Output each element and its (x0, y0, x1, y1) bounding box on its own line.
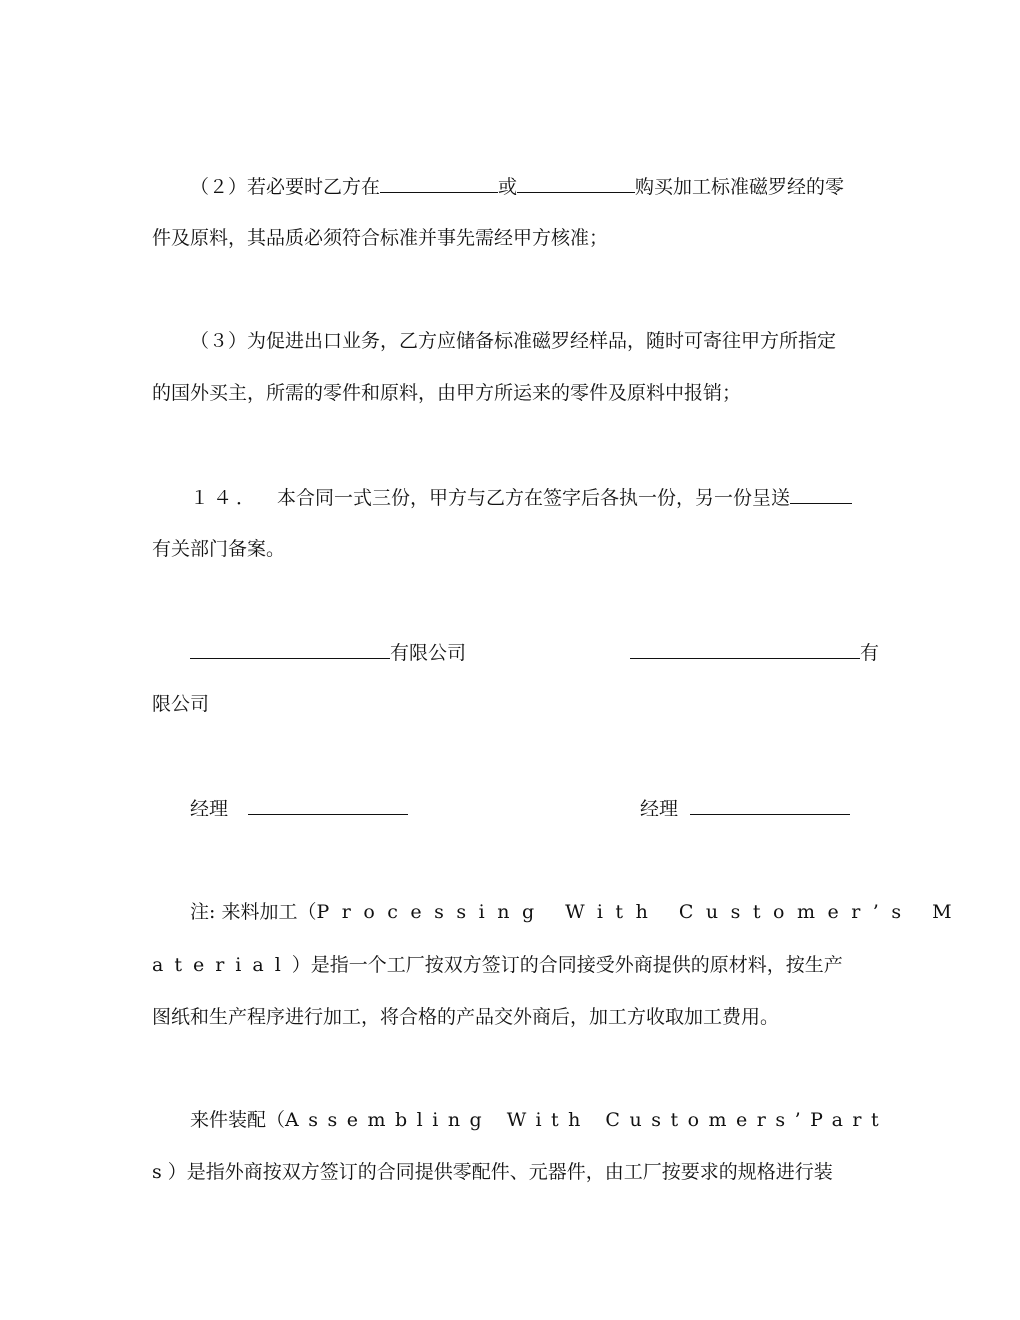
manager-left-label: 经理 (190, 798, 229, 820)
blank-department (790, 485, 852, 504)
note1-english-b: aterial (152, 954, 292, 976)
note2-english-a: Assembling With Customers’Part (285, 1109, 889, 1131)
manager-right-label: 经理 (640, 798, 679, 820)
manager-right (640, 796, 850, 821)
clause3-line2 (152, 381, 741, 405)
clause14-number: １４． (190, 487, 260, 509)
clause2-text-b: 或 (498, 176, 518, 198)
note1-text-line3: 图纸和生产程序进行加工，将合格的产品交外商后，加工方收取加工费用。 (152, 1006, 780, 1028)
note1-line3 (152, 1005, 779, 1029)
company-right (630, 640, 879, 665)
blank-manager-right (690, 796, 850, 815)
note2-line2 (152, 1160, 833, 1184)
clause2-line1 (190, 174, 844, 199)
clause14-line2 (152, 537, 285, 561)
clause14-line1 (190, 485, 852, 510)
company-left (190, 640, 466, 665)
blank-company-left (190, 640, 390, 659)
clause2-text-a: （２）若必要时乙方在 (190, 176, 381, 198)
clause2-line2 (152, 226, 608, 250)
blank-location-1 (380, 174, 498, 193)
manager-left (190, 796, 408, 821)
note2-line1 (190, 1108, 888, 1132)
note2-prefix: 来件装配（ (190, 1109, 286, 1131)
note1-text-line2: ）是指一个工厂按双方签订的合同接受外商提供的原材料，按生产 (291, 954, 843, 976)
clause2-text-line2: 件及原料，其品质必须符合标准并事先需经甲方核准； (152, 227, 609, 249)
clause3-text-line2: 的国外买主，所需的零件和原料，由甲方所运来的零件及原料中报销； (152, 382, 742, 404)
note1-prefix: 注: 来料加工（ (190, 901, 317, 923)
company-left-label: 有限公司 (390, 642, 467, 664)
clause14-text-line2: 有关部门备案。 (152, 538, 286, 560)
note2-text-line2: ）是指外商按双方签订的合同提供零配件、元器件，由工厂按要求的规格进行装 (167, 1161, 833, 1183)
note2-english-b: s (152, 1161, 168, 1183)
note1-line1 (190, 900, 964, 924)
clause2-text-c: 购买加工标准磁罗经的零 (635, 176, 845, 198)
clause3-line1 (190, 329, 836, 353)
blank-manager-left (248, 796, 408, 815)
company-right-wrap (152, 692, 209, 716)
blank-company-right (630, 640, 860, 659)
company-right-label-start: 有 (860, 642, 880, 664)
note1-english-a: Processing With Customer’s M (316, 901, 965, 923)
note1-line2 (152, 953, 843, 977)
clause14-text-line1: 本合同一式三份，甲方与乙方在签字后各执一份，另一份呈送 (277, 487, 791, 509)
company-right-label-end: 限公司 (152, 693, 210, 715)
clause3-text-line1: （３）为促进出口业务，乙方应储备标准磁罗经样品，随时可寄往甲方所指定 (190, 330, 837, 352)
blank-location-2 (517, 174, 635, 193)
